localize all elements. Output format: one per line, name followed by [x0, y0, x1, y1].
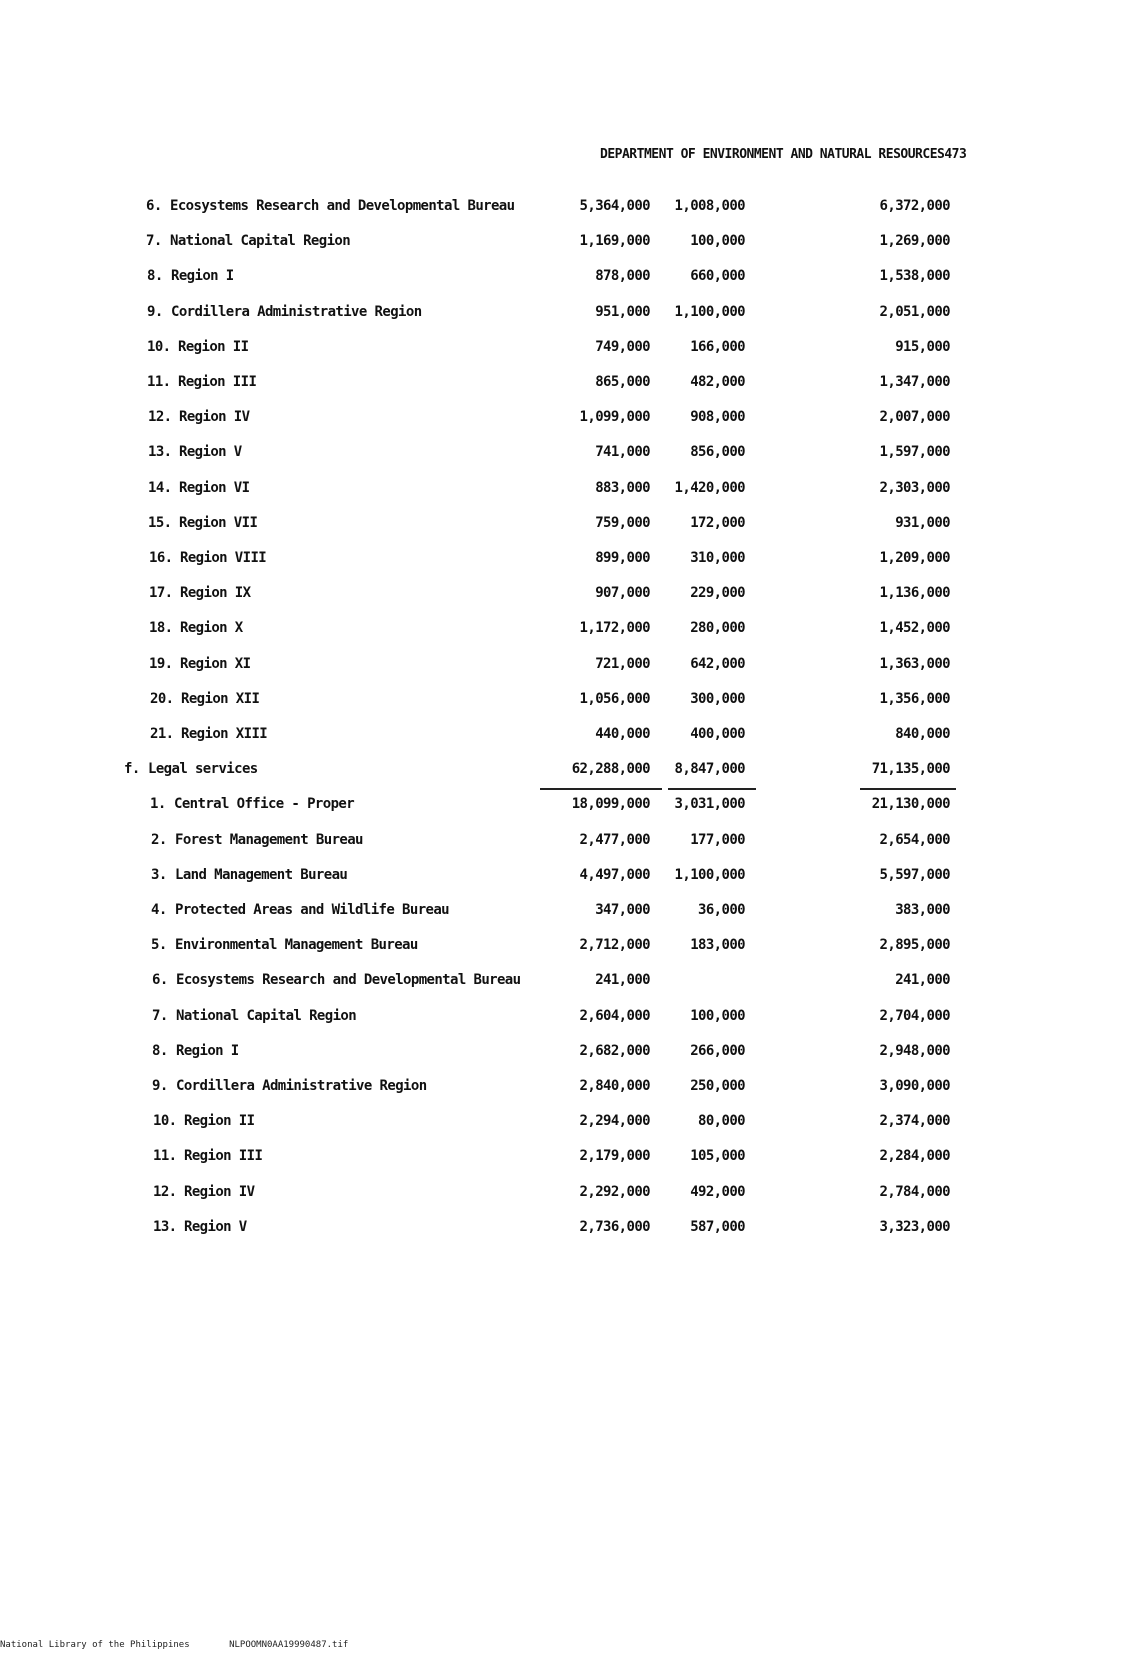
- table-row: [0, 1043, 1144, 1067]
- row-label: Region XI: [180, 656, 251, 672]
- amount-col-2: 100,000: [690, 233, 745, 249]
- footer-file: NLPOOMN0AA19990487.tif: [229, 1640, 349, 1650]
- row-number: 1.: [150, 796, 166, 812]
- amount-col-3: 2,948,000: [879, 1043, 950, 1059]
- row-number: 9.: [147, 304, 163, 320]
- amount-col-2: 310,000: [690, 550, 745, 566]
- amount-col-3: 2,895,000: [879, 937, 950, 953]
- scan-footer: [0, 1640, 382, 1650]
- row-label: Region VII: [179, 515, 258, 531]
- row-number: 8.: [152, 1043, 168, 1059]
- row-label: Land Management Bureau: [175, 867, 348, 883]
- table-row: [0, 233, 1144, 257]
- row-number: 4.: [151, 902, 167, 918]
- row-number: 6.: [152, 972, 168, 988]
- amount-col-1: 347,000: [595, 902, 650, 918]
- table-row: [0, 1219, 1144, 1243]
- row-number: 13.: [153, 1219, 177, 1235]
- amount-col-2: 280,000: [690, 620, 745, 636]
- amount-col-1: 1,056,000: [579, 691, 650, 707]
- table-row: [0, 691, 1144, 715]
- table-row: [0, 1184, 1144, 1208]
- table-row: [0, 902, 1144, 926]
- running-header: [600, 147, 967, 162]
- row-number: 11.: [147, 374, 171, 390]
- row-label: Region IX: [180, 585, 251, 601]
- amount-col-2: 8,847,000: [674, 761, 745, 777]
- row-number: 2.: [151, 832, 167, 848]
- amount-col-1: 2,682,000: [579, 1043, 650, 1059]
- row-label: Region IV: [184, 1184, 255, 1200]
- table-row: [0, 620, 1144, 644]
- row-label: Region V: [179, 444, 242, 460]
- table-row: [0, 832, 1144, 856]
- amount-col-1: 883,000: [595, 480, 650, 496]
- amount-col-3: 383,000: [895, 902, 950, 918]
- amount-col-3: 241,000: [895, 972, 950, 988]
- amount-col-1: 4,497,000: [579, 867, 650, 883]
- amount-col-2: 80,000: [698, 1113, 745, 1129]
- amount-col-1: 2,840,000: [579, 1078, 650, 1094]
- amount-col-2: 492,000: [690, 1184, 745, 1200]
- amount-col-1: 951,000: [595, 304, 650, 320]
- amount-col-2: 1,100,000: [674, 304, 745, 320]
- amount-col-3: 1,269,000: [879, 233, 950, 249]
- row-number: 13.: [148, 444, 172, 460]
- section-row: [0, 761, 1144, 785]
- amount-col-3: 2,704,000: [879, 1008, 950, 1024]
- amount-col-1: 741,000: [595, 444, 650, 460]
- amount-col-2: 1,100,000: [674, 867, 745, 883]
- table-row: [0, 972, 1144, 996]
- amount-col-2: 36,000: [698, 902, 745, 918]
- amount-col-2: 400,000: [690, 726, 745, 742]
- header-title: DEPARTMENT OF ENVIRONMENT AND NATURAL RESOURCES: [600, 147, 945, 162]
- row-number: 20.: [150, 691, 174, 707]
- row-label: Region III: [184, 1148, 263, 1164]
- row-number: 16.: [149, 550, 173, 566]
- row-number: 9.: [152, 1078, 168, 1094]
- amount-col-2: 250,000: [690, 1078, 745, 1094]
- row-label: Region IV: [179, 409, 250, 425]
- amount-col-1: 721,000: [595, 656, 650, 672]
- row-label: Legal services: [148, 761, 258, 777]
- row-number: 12.: [153, 1184, 177, 1200]
- amount-col-3: 1,347,000: [879, 374, 950, 390]
- row-label: National Capital Region: [170, 233, 351, 249]
- row-label: Ecosystems Research and Developmental Bureau: [170, 198, 515, 214]
- row-number: 18.: [149, 620, 173, 636]
- row-label: Region V: [184, 1219, 247, 1235]
- table-row: [0, 1078, 1144, 1102]
- table-row: [0, 374, 1144, 398]
- amount-col-3: 931,000: [895, 515, 950, 531]
- amount-col-3: 5,597,000: [879, 867, 950, 883]
- amount-col-3: 1,209,000: [879, 550, 950, 566]
- amount-col-2: 177,000: [690, 832, 745, 848]
- amount-col-3: 1,363,000: [879, 656, 950, 672]
- row-number: 19.: [149, 656, 173, 672]
- row-label: Region II: [178, 339, 249, 355]
- table-row: [0, 198, 1144, 222]
- amount-col-2: 166,000: [690, 339, 745, 355]
- amount-col-2: 1,420,000: [674, 480, 745, 496]
- amount-col-1: 18,099,000: [571, 796, 650, 812]
- amount-col-3: 71,135,000: [871, 761, 950, 777]
- amount-col-1: 2,736,000: [579, 1219, 650, 1235]
- amount-col-2: 642,000: [690, 656, 745, 672]
- amount-col-1: 241,000: [595, 972, 650, 988]
- amount-col-1: 865,000: [595, 374, 650, 390]
- footer-library: National Library of the Philippines: [0, 1640, 190, 1650]
- subtotal-rule: [540, 788, 662, 790]
- amount-col-3: 1,356,000: [879, 691, 950, 707]
- row-label: Region II: [184, 1113, 255, 1129]
- row-label: Central Office - Proper: [174, 796, 355, 812]
- row-number: 15.: [148, 515, 172, 531]
- table-row: [0, 796, 1144, 820]
- row-label: Cordillera Administrative Region: [176, 1078, 427, 1094]
- table-row: [0, 937, 1144, 961]
- amount-col-3: 6,372,000: [879, 198, 950, 214]
- row-number: 14.: [148, 480, 172, 496]
- row-number: 7.: [146, 233, 162, 249]
- amount-col-3: 2,654,000: [879, 832, 950, 848]
- table-row: [0, 480, 1144, 504]
- amount-col-3: 2,303,000: [879, 480, 950, 496]
- amount-col-1: 1,172,000: [579, 620, 650, 636]
- table-row: [0, 1008, 1144, 1032]
- row-label: Region I: [176, 1043, 239, 1059]
- row-label: Region XII: [181, 691, 260, 707]
- table-row: [0, 550, 1144, 574]
- amount-col-1: 2,179,000: [579, 1148, 650, 1164]
- amount-col-1: 1,169,000: [579, 233, 650, 249]
- table-row: [0, 726, 1144, 750]
- table-row: [0, 409, 1144, 433]
- table-row: [0, 585, 1144, 609]
- amount-col-1: 2,712,000: [579, 937, 650, 953]
- amount-col-1: 62,288,000: [571, 761, 650, 777]
- row-number: 11.: [153, 1148, 177, 1164]
- amount-col-3: 1,538,000: [879, 268, 950, 284]
- amount-col-3: 1,136,000: [879, 585, 950, 601]
- amount-col-1: 1,099,000: [579, 409, 650, 425]
- row-label: Ecosystems Research and Developmental Bureau: [176, 972, 521, 988]
- amount-col-1: 759,000: [595, 515, 650, 531]
- row-number: 10.: [147, 339, 171, 355]
- amount-col-1: 2,294,000: [579, 1113, 650, 1129]
- table-row: [0, 339, 1144, 363]
- amount-col-3: 3,090,000: [879, 1078, 950, 1094]
- page-number: 473: [944, 147, 967, 162]
- amount-col-1: 749,000: [595, 339, 650, 355]
- amount-col-2: 587,000: [690, 1219, 745, 1235]
- row-label: Region VI: [179, 480, 250, 496]
- row-label: Region X: [180, 620, 243, 636]
- amount-col-3: 915,000: [895, 339, 950, 355]
- amount-col-3: 1,452,000: [879, 620, 950, 636]
- row-number: 6.: [146, 198, 162, 214]
- row-label: Region III: [178, 374, 257, 390]
- amount-col-2: 183,000: [690, 937, 745, 953]
- amount-col-1: 2,604,000: [579, 1008, 650, 1024]
- amount-col-3: 3,323,000: [879, 1219, 950, 1235]
- amount-col-1: 2,292,000: [579, 1184, 650, 1200]
- table-row: [0, 444, 1144, 468]
- table-row: [0, 656, 1144, 680]
- amount-col-2: 3,031,000: [674, 796, 745, 812]
- row-label: Region XIII: [181, 726, 268, 742]
- amount-col-1: 899,000: [595, 550, 650, 566]
- row-number: 10.: [153, 1113, 177, 1129]
- amount-col-1: 440,000: [595, 726, 650, 742]
- amount-col-2: 300,000: [690, 691, 745, 707]
- amount-col-1: 2,477,000: [579, 832, 650, 848]
- row-number: 17.: [149, 585, 173, 601]
- amount-col-2: 172,000: [690, 515, 745, 531]
- amount-col-2: 660,000: [690, 268, 745, 284]
- amount-col-3: 2,374,000: [879, 1113, 950, 1129]
- row-label: Region VIII: [180, 550, 267, 566]
- amount-col-1: 5,364,000: [579, 198, 650, 214]
- row-number: 3.: [151, 867, 167, 883]
- amount-col-2: 1,008,000: [674, 198, 745, 214]
- amount-col-2: 482,000: [690, 374, 745, 390]
- amount-col-2: 105,000: [690, 1148, 745, 1164]
- amount-col-2: 266,000: [690, 1043, 745, 1059]
- row-label: Cordillera Administrative Region: [171, 304, 422, 320]
- subtotal-rule: [668, 788, 756, 790]
- row-number: 5.: [151, 937, 167, 953]
- amount-col-2: 229,000: [690, 585, 745, 601]
- row-number: 12.: [148, 409, 172, 425]
- amount-col-3: 21,130,000: [871, 796, 950, 812]
- row-label: Forest Management Bureau: [175, 832, 363, 848]
- table-row: [0, 268, 1144, 292]
- amount-col-3: 2,051,000: [879, 304, 950, 320]
- table-row: [0, 304, 1144, 328]
- row-label: Protected Areas and Wildlife Bureau: [175, 902, 450, 918]
- table-row: [0, 1113, 1144, 1137]
- amount-col-1: 907,000: [595, 585, 650, 601]
- row-number: 7.: [152, 1008, 168, 1024]
- row-label: National Capital Region: [176, 1008, 357, 1024]
- table-row: [0, 1148, 1144, 1172]
- subtotal-rule: [860, 788, 956, 790]
- row-label: Region I: [171, 268, 234, 284]
- amount-col-2: 908,000: [690, 409, 745, 425]
- table-row: [0, 867, 1144, 891]
- row-number: 8.: [147, 268, 163, 284]
- amount-col-3: 840,000: [895, 726, 950, 742]
- amount-col-2: 100,000: [690, 1008, 745, 1024]
- amount-col-3: 2,007,000: [879, 409, 950, 425]
- amount-col-2: 856,000: [690, 444, 745, 460]
- row-number: f.: [124, 761, 140, 777]
- row-label: Environmental Management Bureau: [175, 937, 418, 953]
- amount-col-3: 2,284,000: [879, 1148, 950, 1164]
- amount-col-3: 1,597,000: [879, 444, 950, 460]
- row-number: 21.: [150, 726, 174, 742]
- table-row: [0, 515, 1144, 539]
- amount-col-1: 878,000: [595, 268, 650, 284]
- amount-col-3: 2,784,000: [879, 1184, 950, 1200]
